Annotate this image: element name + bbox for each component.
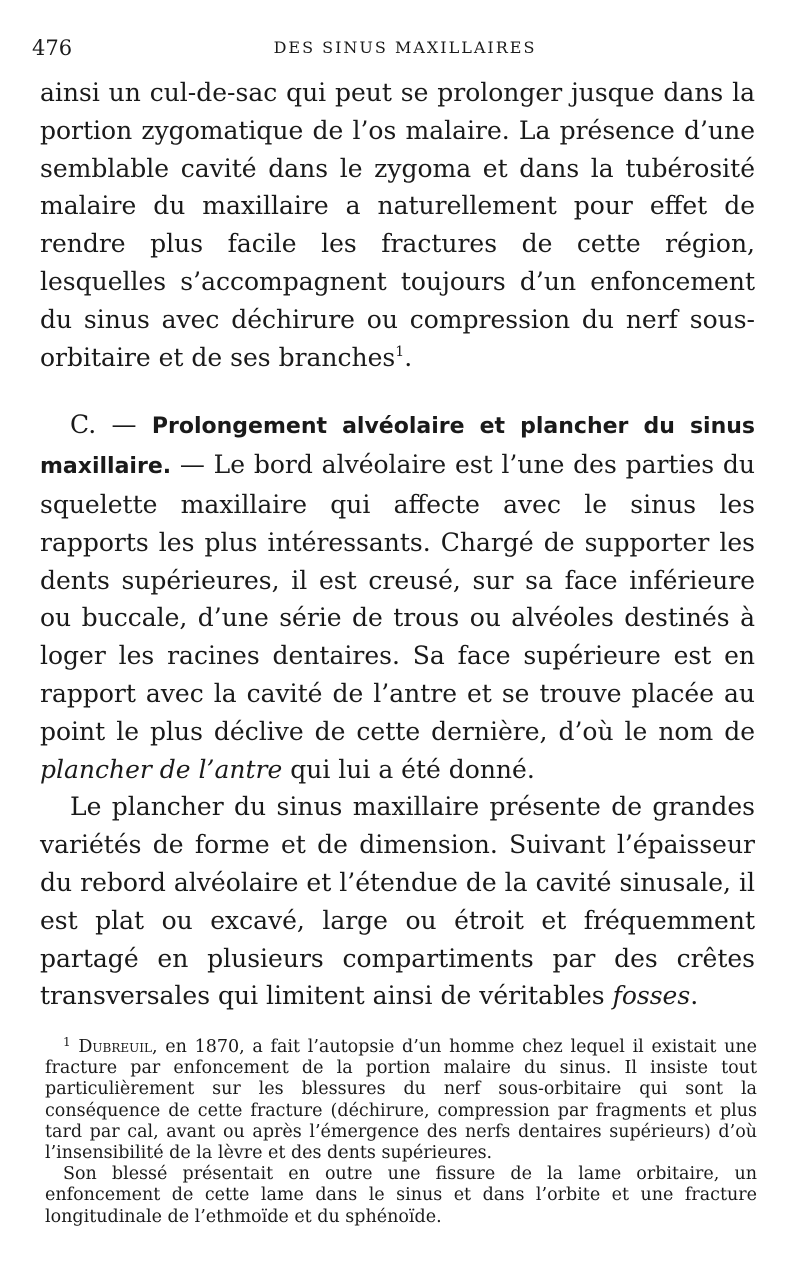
footnote-1 <box>45 1037 757 1164</box>
italic-term: fosses <box>612 981 691 1011</box>
footnote-1-continuation <box>45 1164 757 1228</box>
page-number: 476 <box>32 36 73 60</box>
paragraph-text-end: qui lui a été donné. <box>282 754 535 784</box>
footnote-text: Son blessé présentait en outre une fissure de la lame orbitaire, un enfoncement de cette lame dans le sinus et dans l’orbite et une fracture longitudinale de l’ethmoïde et du sphénoïde. <box>45 1164 757 1227</box>
paragraph-text: ainsi un cul-de-sac qui peut se prolonger jusque dans la portion zygomatique de l’os malaire. La présence d’une semblable cavité dans le zygoma et dans la tubérosité malaire du maxillaire a naturellement pour effet de rendre plus facile les fractures de cette région, lesquelles s’accompagnent toujours d’un enfoncement du sinus avec déchirure ou compression du nerf sous-orbitaire et de ses branches <box>40 78 755 372</box>
footnotes <box>45 1037 757 1228</box>
footnote-author: Dubreuil <box>78 1037 152 1057</box>
section-label: C. — <box>70 410 152 440</box>
page-header <box>30 36 780 62</box>
main-text <box>40 74 755 1015</box>
section-heading: Prolongement alvéolaire et plancher du sinus maxillaire. <box>40 414 755 480</box>
paragraph-plancher <box>40 788 755 1015</box>
paragraph-end: . <box>690 981 699 1011</box>
paragraph-text: — Le bord alvéolaire est l’une des parties du squelette maxillaire qui affecte avec le sinus les rapports les plus intéressants. Chargé de supporter les dents supérieures, il est creusé, sur sa face inférieure ou buccale, d’une série de trous ou alvéoles destinés à loger les racines dentaires. Sa face supérieure est en rapport avec la cavité de l’antre et se trouve placée au point le plus déclive de cette dernière, d’où le nom de <box>40 450 755 746</box>
footnote-marker: 1 <box>63 1035 71 1049</box>
paragraph-continuation <box>40 74 755 376</box>
italic-term: plancher de l’antre <box>40 754 283 784</box>
paragraph-text: Le plancher du sinus maxillaire présente de grandes variétés de forme et de dimension. Suivant l’épaisseur du rebord alvéolaire et l’étendue de la cavité sinusale, il est plat ou excavé, large ou étroit et fréquemment partagé en plusieurs compartiments par des crêtes transversales qui limitent ainsi de véritables <box>40 792 755 1011</box>
paragraph-end: . <box>404 342 413 372</box>
paragraph-section-c <box>40 406 755 788</box>
footnote-reference: 1 <box>395 343 405 360</box>
running-title: DES SINUS MAXILLAIRES <box>273 38 537 57</box>
footnote-text: , en 1870, a fait l’autopsie d’un homme chez lequel il existait une fracture par enfoncement de la portion malaire du sinus. Il insiste tout particulièrement sur les blessures du nerf sous-orbitaire qui sont la conséquence de cette fracture (déchirure, compression par fragments et plus tard par cal, avant ou après l’émergence des nerfs dentaires supérieurs) d’où l’insensibilité de la lèvre et des dents supérieures. <box>45 1037 757 1164</box>
